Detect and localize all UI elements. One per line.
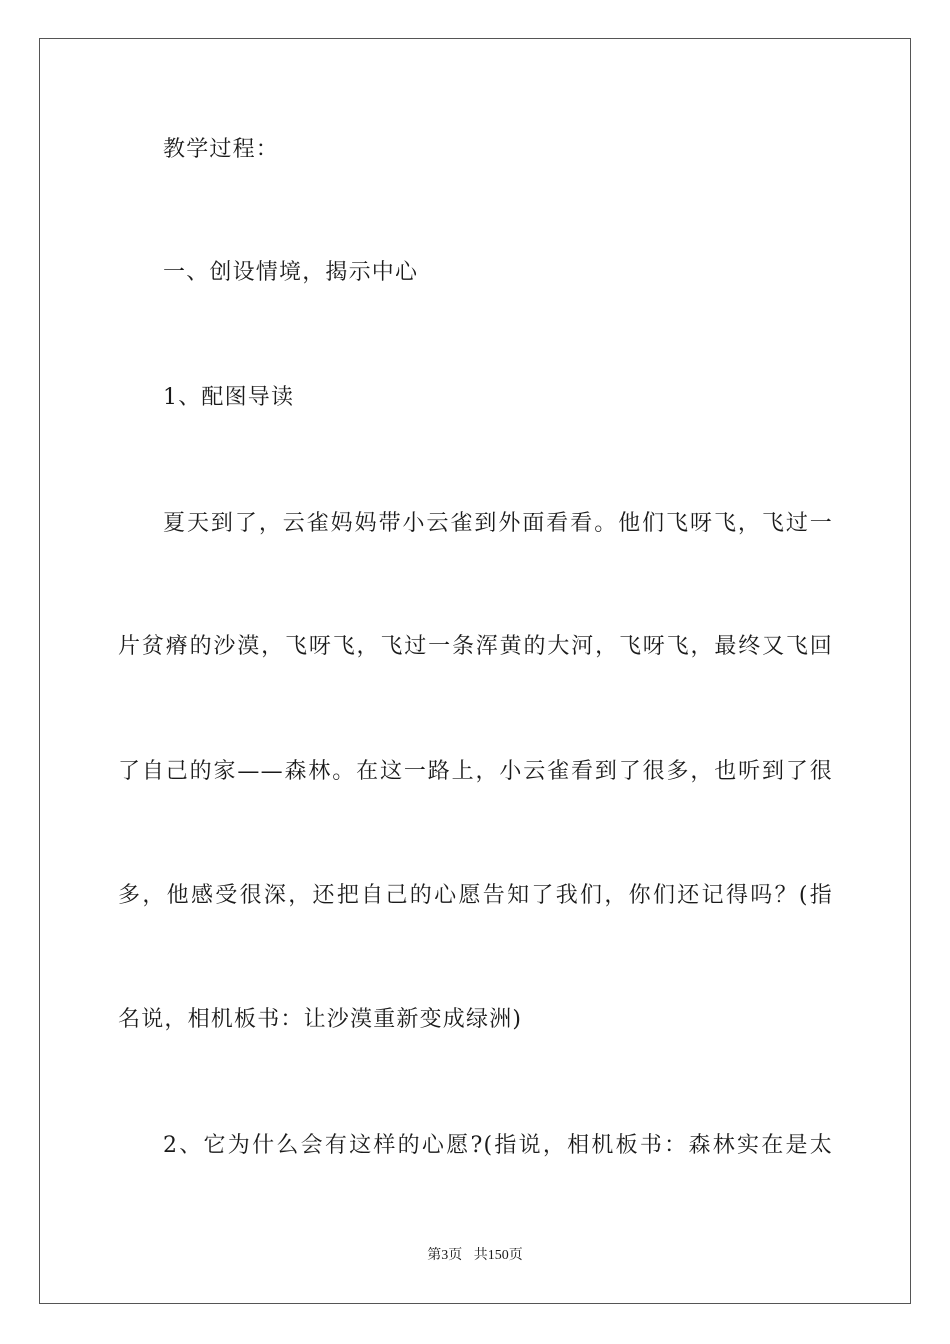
- paragraph-line-5: 名说，相机板书：让沙漠重新变成绿洲): [118, 1007, 523, 1032]
- page-number: 第3页: [427, 1248, 463, 1263]
- subheading-1: 1、配图导读: [163, 385, 295, 410]
- paragraph-line-1: 夏天到了，云雀妈妈带小云雀到外面看看。他们飞呀飞，飞过一: [163, 511, 833, 536]
- paragraph-2-line-1: 2、它为什么会有这样的心愿?(指说，相机板书：森林实在是太: [163, 1133, 833, 1158]
- page-total: 共150页: [473, 1248, 523, 1263]
- page-border: [39, 38, 911, 1304]
- page-footer: [0, 1246, 950, 1266]
- paragraph-line-3: 了自己的家——森林。在这一路上，小云雀看到了很多，也听到了很: [118, 759, 833, 784]
- paragraph-line-4: 多，他感受很深，还把自己的心愿告知了我们，你们还记得吗？(指: [118, 883, 833, 908]
- heading-teaching-process: 教学过程：: [163, 137, 280, 162]
- section-heading-1: 一、创设情境，揭示中心: [163, 260, 419, 285]
- paragraph-line-2: 片贫瘠的沙漠，飞呀飞，飞过一条浑黄的大河，飞呀飞，最终又飞回: [118, 634, 833, 659]
